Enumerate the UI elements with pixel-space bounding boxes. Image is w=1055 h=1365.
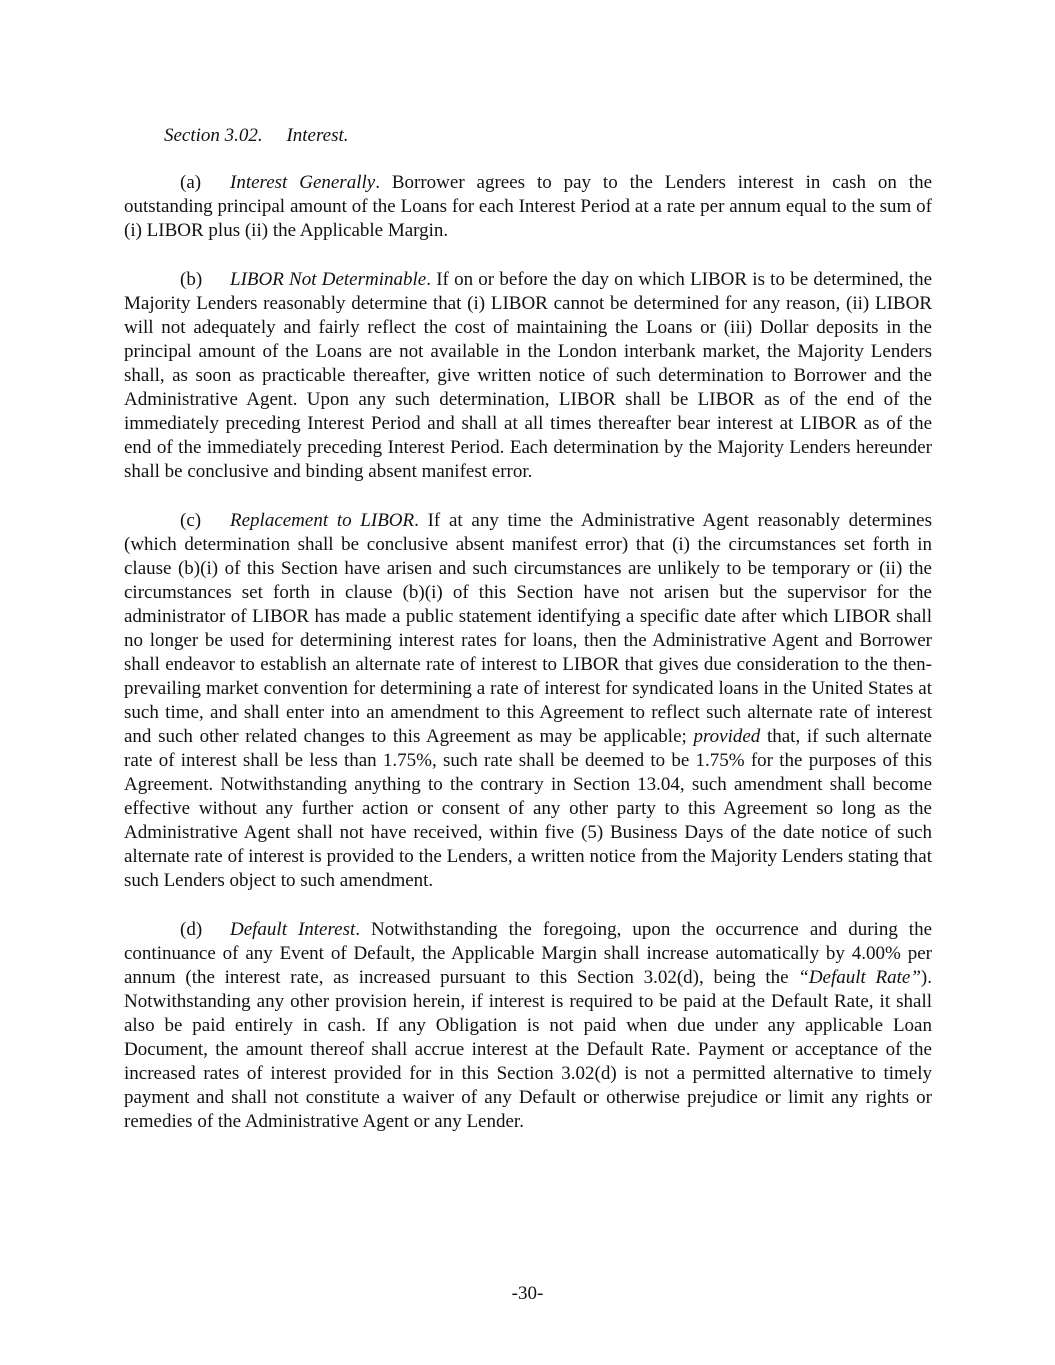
paragraph-text: Borrower agrees to pay to the Lenders interest in cash on the outstanding principal amount of the Loans for each Interest Period at a rate per annum equal to the sum of (i) LIBOR plus (ii) the Applicable Margin.	[124, 172, 933, 241]
paragraph-emphasis: provided	[693, 726, 761, 747]
paragraph-text: If on or before the day on which LIBOR is to be determined, the Majority Lenders reasonably determine that (i) LIBOR cannot be determined for any reason, (ii) LIBOR will not adequately and fairly reflect the cost of maintaining the Loans or (iii) Dollar deposits in the principal amount of the Loans are not available in the London interbank market, the Majority Lenders shall, as soon as practicable thereafter, give written notice of such determination to Borrower and the Administrative Agent. Upon any such determination, LIBOR shall be LIBOR as of the end of the immediately preceding Interest Period and shall at all times thereafter bear interest at LIBOR as of the end of the immediately preceding Interest Period. Each determination by the Majority Lenders hereunder shall be conclusive and binding absent manifest error.	[124, 269, 932, 482]
section-title: Interest.	[286, 125, 349, 146]
paragraph-label: (b)	[180, 269, 203, 290]
paragraph-text-after: that, if such alternate rate of interest shall be less than 1.75%, such rate shall be deemed to be 1.75% for the purposes of this Agreement. Notwithstanding anything to the contrary in Section 13.04, such amendment shall become effective without any further action or consent of any other party to this Agreement so long as the Administrative Agent shall not have received, within five (5) Business Days of the date notice of such alternate rate of interest is provided to the Lenders, a written notice from the Majority Lenders stating that such Lenders object to such amendment.	[124, 726, 932, 891]
paragraph-caption: Interest Generally	[230, 172, 376, 193]
paragraph-caption: Default Interest	[230, 919, 356, 940]
paragraph-label: (c)	[180, 510, 202, 531]
section-number: Section 3.02.	[164, 125, 263, 146]
paragraph-label: (a)	[180, 172, 202, 193]
document-page	[124, 124, 932, 1159]
paragraph-text-before: Notwithstanding the foregoing, upon the occurrence and during the continuance of any Event of Default, the Applicable Margin shall increase automatically by 4.00% per annum (the interest rate, as increased pursuant to this Section 3.02(d), being the	[124, 919, 933, 988]
paragraph-caption: LIBOR Not Determinable	[230, 269, 427, 290]
paragraph-label: (d)	[180, 919, 203, 940]
paragraph-text-after: ). Notwithstanding any other provision herein, if interest is required to be paid at the Default Rate, it shall also be paid entirely in cash. If any Obligation is not paid when due under any applicable Loan Document, the amount thereof shall accrue interest at the Default Rate. Payment or acceptance of the increased rates of interest provided for in this Section 3.02(d) is not a permitted alternative to timely payment and shall not constitute a waiver of any Default or otherwise prejudice or limit any rights or remedies of the Administrative Agent or any Lender.	[124, 967, 932, 1132]
paragraph-a: (a) Interest Generally. Borrower agrees to pay to the Lenders interest in cash on the outstanding principal amount of the Loans for each Interest Period at a rate per annum equal to the sum of (i) LIBOR plus (ii) the Applicable Margin.	[124, 172, 933, 241]
paragraph-text-before: If at any time the Administrative Agent reasonably determines (which determination shall be conclusive absent manifest error) that (i) the circumstances set forth in clause (b)(i) of this Section have arisen and such circumstances are unlikely to be temporary or (ii) the circumstances set forth in clause (b)(i) of this Section have not arisen but the supervisor for the administrator of LIBOR has made a public statement identifying a specific date after which LIBOR shall no longer be used for determining interest rates for loans, then the Administrative Agent and Borrower shall endeavor to establish an alternate rate of interest to LIBOR that gives due consideration to the then-prevailing market convention for determining a rate of interest for syndicated loans in the United States at such time, and shall enter into an amendment to this Agreement to reflect such alternate rate of interest and such other related changes to this Agreement as may be applicable;	[124, 510, 933, 747]
paragraph-b: (b) LIBOR Not Determinable. If on or before the day on which LIBOR is to be determined, the Majority Lenders reasonably determine that (i) LIBOR cannot be determined for any reason, (ii) LIBOR will not adequately and fairly reflect the cost of maintaining the Loans or (iii) Dollar deposits in the principal amount of the Loans are not available in the London interbank market, the Majority Lenders shall, as soon as practicable thereafter, give written notice of such determination to Borrower and the Administrative Agent. Upon any such determination, LIBOR shall be LIBOR as of the end of the immediately preceding Interest Period and shall at all times thereafter bear interest at LIBOR as of the end of the immediately preceding Interest Period. Each determination by the Majority Lenders hereunder shall be conclusive and binding absent manifest error.	[124, 269, 932, 482]
section-heading	[164, 124, 932, 148]
page-number: -30-	[511, 1283, 544, 1304]
paragraph-emphasis: “Default Rate”	[798, 967, 921, 988]
paragraph-caption: Replacement to LIBOR	[230, 510, 415, 531]
paragraph-c: (c) Replacement to LIBOR. If at any time the Administrative Agent reasonably determines (which determination shall be conclusive absent manifest error) that (i) the circumstances set forth in clause (b)(i) of this Section have arisen and such circumstances are unlikely to be temporary or (ii) the circumstances set forth in clause (b)(i) of this Section have not arisen but the supervisor for the administrator of LIBOR has made a public statement identifying a specific date after which LIBOR shall no longer be used for determining interest rates for loans, then the Administrative Agent and Borrower shall endeavor to establish an alternate rate of interest to LIBOR that gives due consideration to the then-prevailing market convention for determining a rate of interest for syndicated loans in the United States at such time, and shall enter into an amendment to this Agreement to reflect such alternate rate of interest and such other related changes to this Agreement as may be applicable; provided that, if such alternate rate of interest shall be less than 1.75%, such rate shall be deemed to be 1.75% for the purposes of this Agreement. Notwithstanding anything to the contrary in Section 13.04, such amendment shall become effective without any further action or consent of any other party to this Agreement so long as the Administrative Agent shall not have received, within five (5) Business Days of the date notice of such alternate rate of interest is provided to the Lenders, a written notice from the Majority Lenders stating that such Lenders object to such amendment.	[124, 510, 933, 891]
paragraph-d: (d) Default Interest. Notwithstanding the foregoing, upon the occurrence and during the continuance of any Event of Default, the Applicable Margin shall increase automatically by 4.00% per annum (the interest rate, as increased pursuant to this Section 3.02(d), being the “Default Rate”). Notwithstanding any other provision herein, if interest is required to be paid at the Default Rate, it shall also be paid entirely in cash. If any Obligation is not paid when due under any applicable Loan Document, the amount thereof shall accrue interest at the Default Rate. Payment or acceptance of the increased rates of interest provided for in this Section 3.02(d) is not a permitted alternative to timely payment and shall not constitute a waiver of any Default or otherwise prejudice or limit any rights or remedies of the Administrative Agent or any Lender.	[124, 919, 933, 1132]
